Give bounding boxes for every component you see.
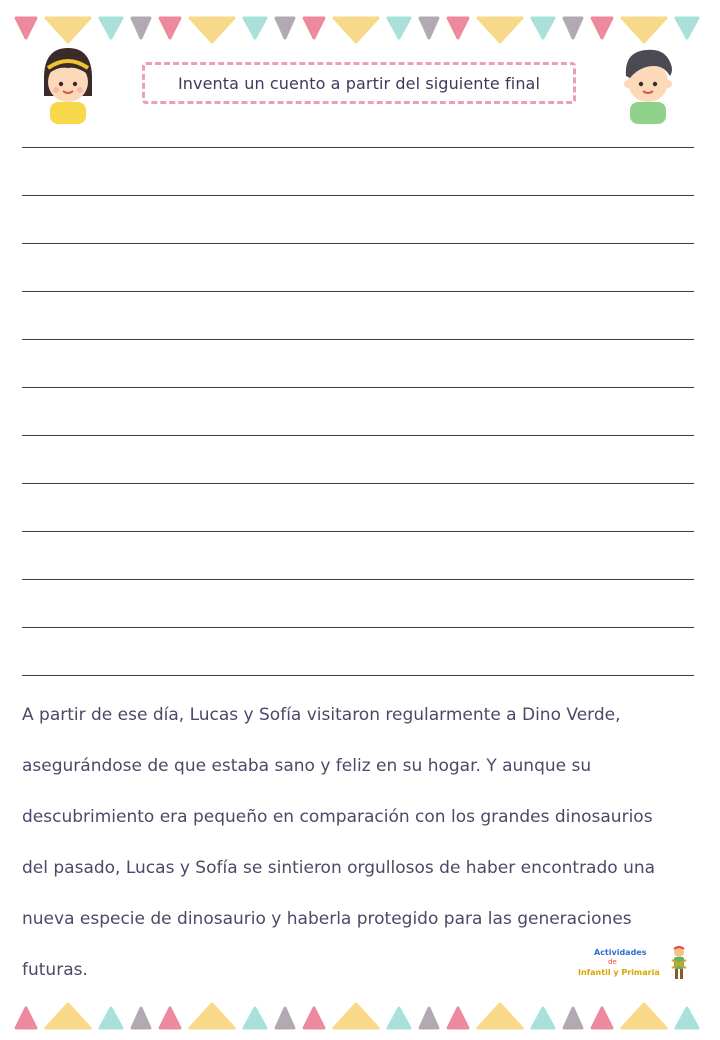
- writing-line: [22, 627, 694, 628]
- pennant: [388, 18, 410, 38]
- pennant: [190, 18, 234, 42]
- story-line: nueva especie de dinosaurio y haberla protegido para las generaciones: [22, 909, 632, 929]
- logo-line1: Actividades: [594, 948, 647, 957]
- writing-line: [22, 435, 694, 436]
- pennant: [564, 1008, 582, 1028]
- bottom-bunting: [0, 994, 720, 1034]
- writing-line: [22, 531, 694, 532]
- pennant: [676, 1008, 698, 1028]
- writing-line: [22, 195, 694, 196]
- pennant: [190, 1004, 234, 1028]
- pennant: [160, 18, 180, 38]
- pennant: [592, 1008, 612, 1028]
- top-bunting: [0, 14, 720, 54]
- pennant: [100, 18, 122, 38]
- boy-avatar: [616, 44, 680, 124]
- pennant: [622, 1004, 666, 1028]
- pennant: [564, 18, 582, 38]
- pennant: [388, 1008, 410, 1028]
- girl-avatar: [36, 44, 100, 124]
- pennant: [304, 1008, 324, 1028]
- logo-kid-icon: [670, 946, 688, 980]
- story-line: descubrimiento era pequeño en comparación con los grandes dinosaurios: [22, 807, 653, 827]
- page-title: Inventa un cuento a partir del siguiente final: [177, 73, 541, 93]
- pennant: [132, 18, 150, 38]
- pennant: [334, 18, 378, 42]
- pennant: [46, 18, 90, 42]
- story-line: asegurándose de que estaba sano y feliz en su hogar. Y aunque su: [22, 756, 592, 776]
- pennant: [16, 18, 36, 38]
- writing-line: [22, 243, 694, 244]
- writing-line: [22, 147, 694, 148]
- pennant: [132, 1008, 150, 1028]
- pennant: [478, 18, 522, 42]
- writing-line: [22, 579, 694, 580]
- writing-line: [22, 675, 694, 676]
- pennant: [676, 18, 698, 38]
- title-box: [142, 62, 576, 104]
- site-logo: [578, 944, 690, 984]
- writing-line: [22, 339, 694, 340]
- pennant: [100, 1008, 122, 1028]
- story-line: futuras.: [22, 960, 88, 980]
- pennant: [420, 1008, 438, 1028]
- pennant: [420, 18, 438, 38]
- pennant: [16, 1008, 36, 1028]
- pennant: [304, 18, 324, 38]
- story-line: del pasado, Lucas y Sofía se sintieron orgullosos de haber encontrado una: [22, 858, 656, 878]
- writing-line: [22, 483, 694, 484]
- writing-line: [22, 291, 694, 292]
- writing-line: [22, 387, 694, 388]
- pennant: [532, 18, 554, 38]
- pennant: [160, 1008, 180, 1028]
- story-line: A partir de ese día, Lucas y Sofía visitaron regularmente a Dino Verde,: [22, 705, 621, 725]
- logo-line2: de: [608, 958, 617, 966]
- pennant: [244, 18, 266, 38]
- pennant: [334, 1004, 378, 1028]
- pennant: [276, 1008, 294, 1028]
- pennant: [448, 1008, 468, 1028]
- logo-line3: Infantil y Primaria: [578, 968, 660, 977]
- pennant: [622, 18, 666, 42]
- pennant: [448, 18, 468, 38]
- pennant: [478, 1004, 522, 1028]
- pennant: [276, 18, 294, 38]
- pennant: [244, 1008, 266, 1028]
- pennant: [532, 1008, 554, 1028]
- pennant: [46, 1004, 90, 1028]
- pennant: [592, 18, 612, 38]
